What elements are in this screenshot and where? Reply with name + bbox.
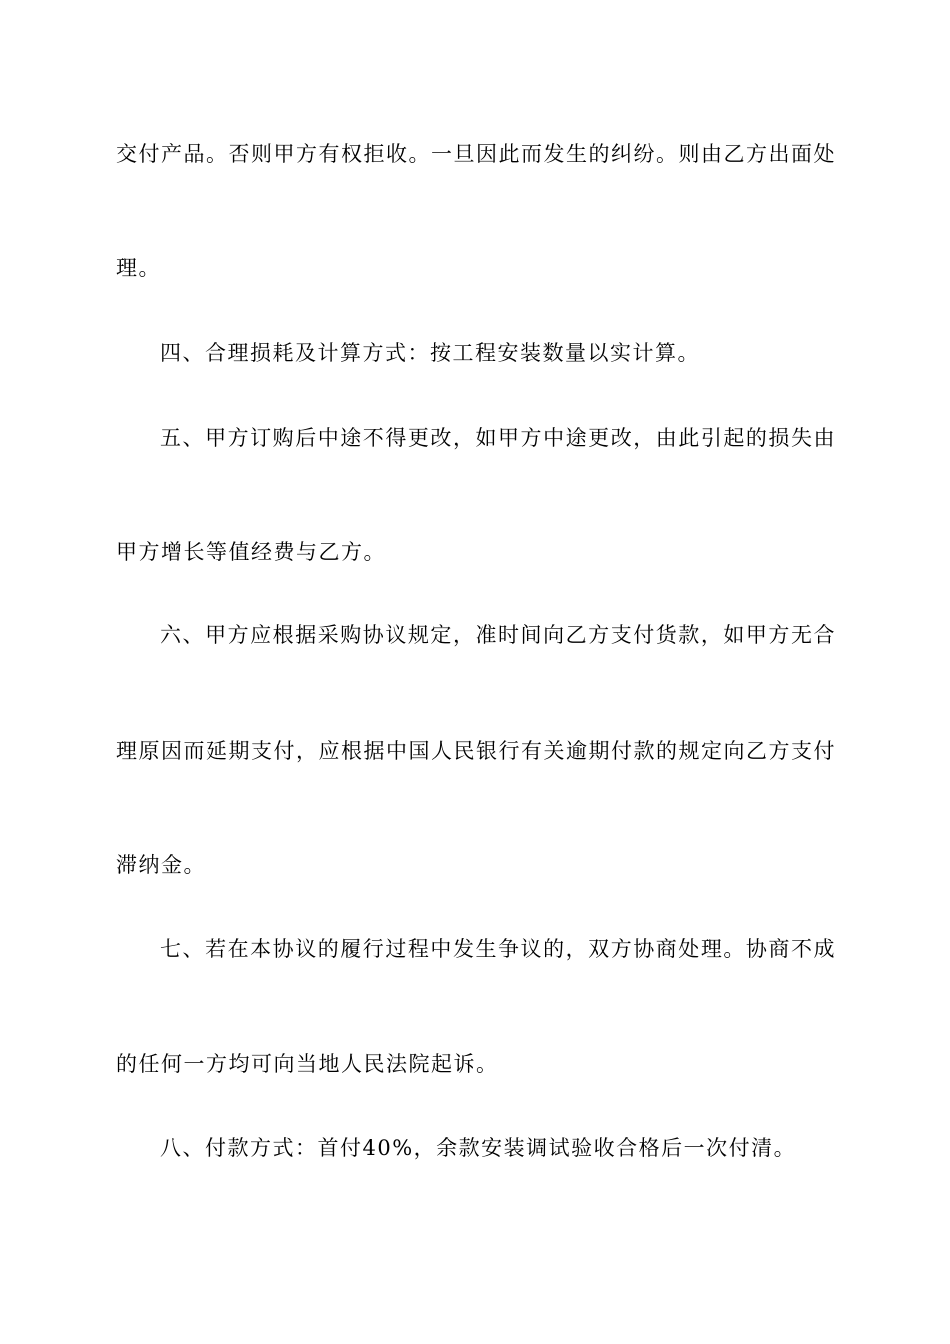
- clause-4-line-1: 四、合理损耗及计算方式：按工程安装数量以实计算。: [160, 341, 700, 365]
- paragraph-3-line-3: 理。: [116, 256, 161, 280]
- clause-6-line-1: 六、甲方应根据采购协议规定，准时间向乙方支付货款，如甲方无合: [160, 623, 836, 647]
- clause-7-line-1: 七、若在本协议的履行过程中发生争议的，双方协商处理。协商不成: [160, 937, 836, 961]
- clause-5-line-2: 甲方增长等值经费与乙方。: [116, 540, 386, 564]
- clause-7-line-2: 的任何一方均可向当地人民法院起诉。: [116, 1052, 499, 1076]
- paragraph-3-line-2: 交付产品。否则甲方有权拒收。一旦因此而发生的纠纷。则由乙方出面处: [116, 142, 836, 166]
- clause-6-line-2: 理原因而延期支付，应根据中国人民银行有关逾期付款的规定向乙方支付: [116, 739, 836, 763]
- clause-5-line-1: 五、甲方订购后中途不得更改，如甲方中途更改，由此引起的损失由: [160, 426, 836, 450]
- clause-8-line-1: 八、付款方式：首付40%，余款安装调试验收合格后一次付清。: [160, 1136, 797, 1160]
- clause-6-line-3: 滞纳金。: [116, 853, 206, 877]
